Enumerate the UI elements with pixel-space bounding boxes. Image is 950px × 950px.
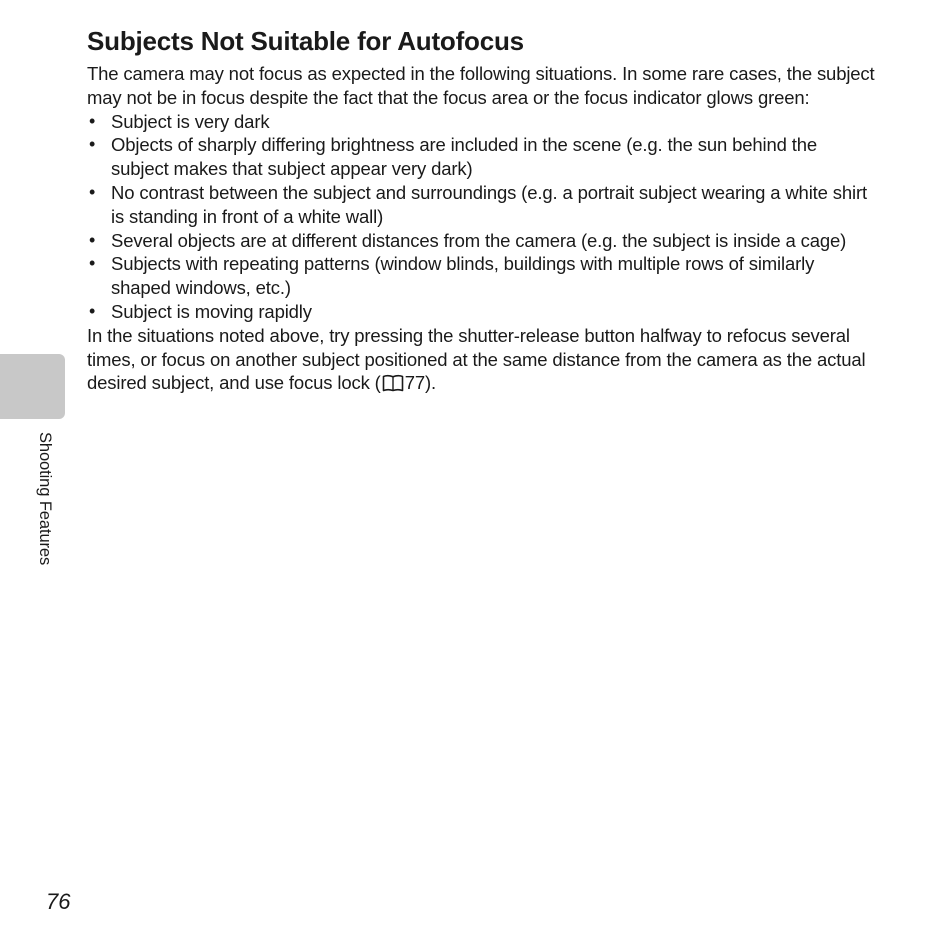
- main-content: [87, 24, 877, 395]
- list-item-text: Objects of sharply differing brightness are included in the scene (e.g. the sun behind the subject makes that subject appear very dark): [111, 134, 818, 180]
- list-item: [87, 133, 877, 181]
- list-item-text: Subject is very dark: [111, 110, 270, 132]
- outro-text-end: ).: [424, 372, 436, 394]
- bullet-icon: •: [89, 229, 96, 250]
- intro-paragraph: The camera may not focus as expected in the following situations. In some rare cases, the subject may not be in focus despite the fact that the focus area or the focus indicator glows green:: [87, 63, 875, 108]
- list-item: [87, 252, 877, 300]
- page-reference[interactable]: 77: [404, 372, 425, 394]
- page-number: 76: [46, 889, 71, 914]
- bullet-icon: •: [89, 300, 96, 321]
- bullet-icon: •: [89, 253, 96, 274]
- situation-list: [87, 110, 877, 324]
- outro-text: In the situations noted above, try pressing the shutter-release button halfway to refocus several times, or focus on another subject positioned at the same distance from the camera as the actual desired subject, and use focus lock (: [87, 324, 866, 394]
- list-item-text: Subject is moving rapidly: [111, 300, 312, 322]
- section-label: Shooting Features: [36, 432, 54, 566]
- book-icon: [382, 374, 404, 392]
- list-item-text: Subjects with repeating patterns (window blinds, buildings with multiple rows of similarly shaped windows, etc.): [111, 253, 815, 299]
- list-item: [87, 181, 877, 229]
- list-item-text: No contrast between the subject and surroundings (e.g. a portrait subject wearing a white shirt is standing in front of a white wall): [111, 181, 867, 227]
- bullet-icon: •: [89, 110, 96, 131]
- section-tab: [0, 354, 65, 419]
- list-item: [87, 300, 877, 324]
- bullet-icon: •: [89, 181, 96, 202]
- list-item: [87, 229, 877, 253]
- page-title: Subjects Not Suitable for Autofocus: [87, 26, 524, 56]
- outro-paragraph: [87, 324, 877, 395]
- bullet-icon: •: [89, 134, 96, 155]
- list-item: [87, 110, 877, 134]
- list-item-text: Several objects are at different distances from the camera (e.g. the subject is inside a cage): [111, 229, 847, 251]
